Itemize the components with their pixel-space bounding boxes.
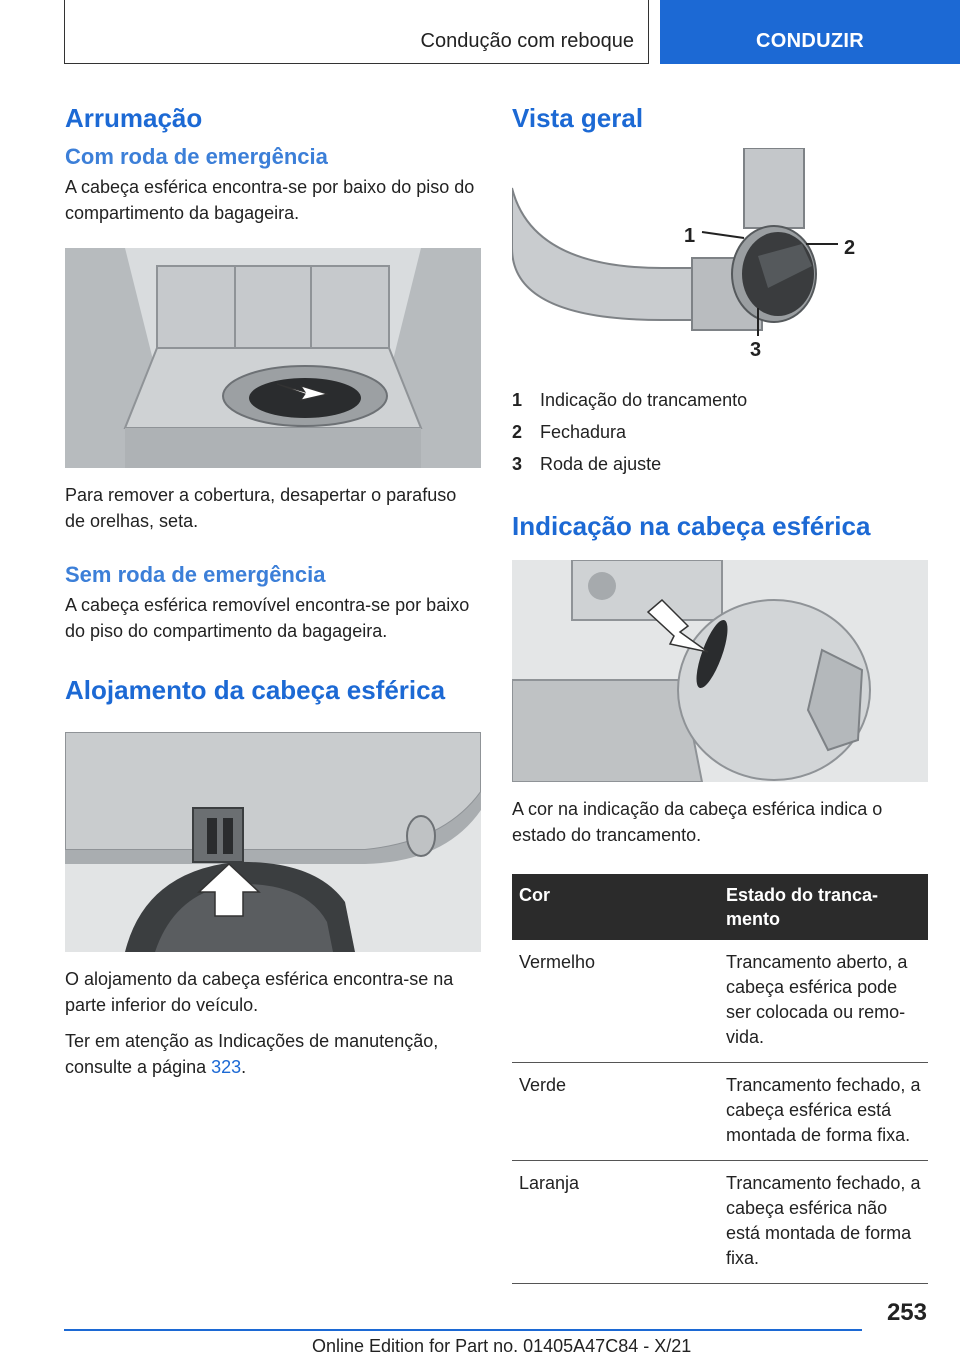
heading-vista-geral: Vista geral: [512, 103, 644, 133]
table-row: [512, 1063, 928, 1161]
table-cell-state: Trancamento fechado, a cabeça esférica não está montada de forma fixa.: [719, 1161, 928, 1284]
table-cell-color: Laranja: [512, 1161, 719, 1284]
legend-text: Indicação do trancamento: [540, 390, 748, 410]
text-atencao-post: .: [241, 1057, 247, 1077]
trunk-illustration: [65, 248, 481, 468]
heading-indicacao: Indicação na cabeça esférica: [512, 511, 871, 541]
legend-item: [512, 448, 928, 480]
text-com-roda: A cabeça esférica encontra-se por baixo do piso do compartimento da bagageira.: [65, 177, 475, 223]
callout-2: 2: [844, 237, 856, 259]
legend-number: 1: [512, 390, 523, 410]
table-header-cor: Cor: [512, 874, 719, 940]
header-section-title: Condução com reboque: [420, 30, 634, 52]
ball-head-indicator-illustration: [512, 560, 928, 782]
left-column: [65, 98, 481, 1080]
heading-com-roda: Com roda de emergência: [65, 144, 328, 169]
legend-item: [512, 416, 928, 448]
footer-divider: [64, 1329, 862, 1331]
text-atencao-pre: Ter em atenção as Indicações de manutenção, consulte a página: [65, 1031, 439, 1077]
table-header-row: [512, 874, 928, 940]
heading-arrumacao: Arrumação: [65, 103, 203, 133]
legend-list: [512, 384, 928, 480]
footer-edition: Online Edition for Part no. 01405A47C84 - X/21: [312, 1336, 692, 1356]
callout-1: 1: [684, 225, 696, 247]
callout-3: 3: [750, 339, 762, 361]
text-remover-cobertura: Para remover a cobertura, desapertar o parafuso de orelhas, seta.: [65, 485, 457, 531]
lock-status-table: [512, 874, 928, 1284]
legend-number: 2: [512, 422, 523, 442]
text-cor-indicacao: A cor na indicação da cabeça esférica indica o estado do trancamento.: [512, 799, 883, 845]
header-chapter-tab[interactable]: CONDUZIR: [660, 0, 960, 64]
table-cell-state: Trancamento fechado, a cabeça esférica está montada de forma fixa.: [719, 1063, 928, 1161]
table-row: [512, 1161, 928, 1284]
heading-sem-roda: Sem roda de emergência: [65, 562, 326, 587]
table-row: [512, 940, 928, 1063]
heading-alojamento: Alojamento da cabeça esférica: [65, 675, 446, 705]
hitch-receiver-illustration: [65, 732, 481, 952]
table-header-estado: Estado do tranca- mento: [719, 874, 928, 940]
table-cell-color: Verde: [512, 1063, 719, 1161]
right-column: [512, 98, 928, 1284]
text-atencao: [65, 1028, 481, 1080]
table-cell-state: Trancamento aberto, a cabeça esférica pode ser colocada ou remo-vida.: [719, 940, 928, 1063]
table-cell-color: Vermelho: [512, 940, 719, 1063]
text-sem-roda: A cabeça esférica removível encontra-se por baixo do piso do compartimento da bagageira.: [65, 595, 470, 641]
page-link-323[interactable]: 323: [211, 1057, 242, 1077]
legend-item: [512, 384, 928, 416]
text-alojamento: O alojamento da cabeça esférica encontra-se na parte inferior do veículo.: [65, 969, 454, 1015]
header-section-box: [64, 0, 649, 64]
ball-head-overview-illustration: [512, 148, 928, 370]
legend-number: 3: [512, 454, 523, 474]
legend-text: Fechadura: [540, 422, 627, 442]
page-number: 253: [886, 1299, 927, 1326]
legend-text: Roda de ajuste: [540, 454, 662, 474]
